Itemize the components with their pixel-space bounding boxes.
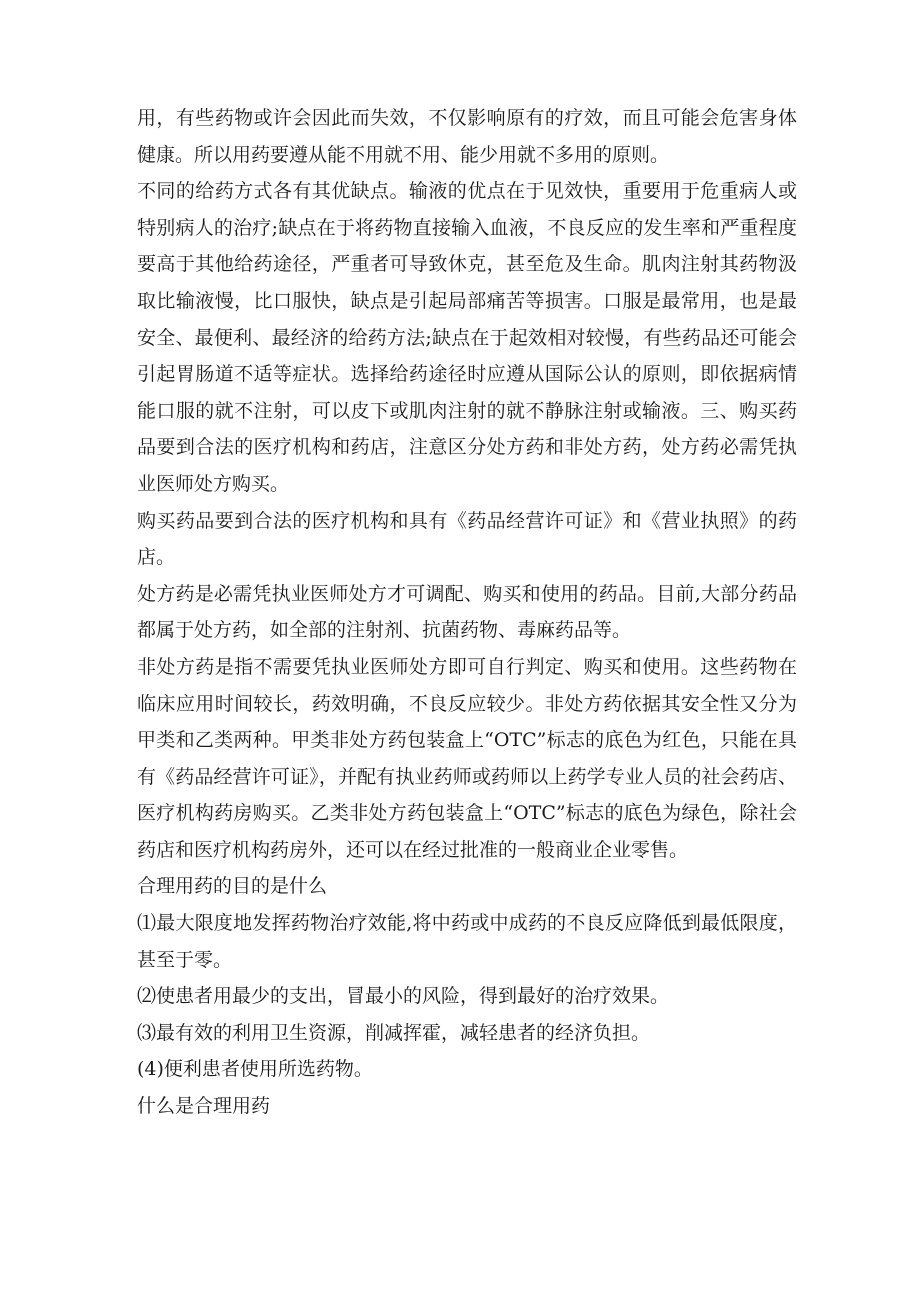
section-heading-purpose: 合理用药的目的是什么 [137,875,328,898]
list-item-4: (4)便利患者使用所选药物。 [137,1058,373,1081]
list-item-2: ⑵使患者用最少的支出，冒最小的风险，得到最好的治疗效果。 [137,985,670,1008]
paragraph-5: 非处方药是指不需要凭执业医师处方即可自行判定、购买和使用。这些药物在临床应用时间较长，药效明确，不良反应较少。非处方药依据其安全性又分为甲类和乙类两种。甲类非处方药包装盒上“OTC”标志的底色为红色，只能在具有《药品经营许可证》，并配有执业药师或药师以上药学专业人员的社会药店、医疗机构药房购买。乙类非处方药包装盒上“OTC”标志的底色为绿色，除社会药店和医疗机构药房外，还可以在经过批准的一般商业企业零售。 [137,655,797,861]
paragraph-2: 不同的给药方式各有其优缺点。输液的优点在于见效快，重要用于危重病人或特别病人的治疗;缺点在于将药物直接输入血液，不良反应的发生率和严重程度要高于其他给药途径，严重者可导致休克，甚至危及生命。肌肉注射其药物汲取比输液慢，比口服快，缺点是引起局部痛苦等损害。口服是最常用，也是最安全、最便利、最经济的给药方法;缺点在于起效相对较慢，有些药品还可能会引起胃肠道不适等症状。选择给药途径时应遵从国际公认的原则，即依据病情能口服的就不注射，可以皮下或肌肉注射的就不静脉注射或输液。三、购买药品要到合法的医疗机构和药店，注意区分处方药和非处方药，处方药必需凭执业医师处方购买。 [137,180,797,495]
document-body [137,100,797,1125]
paragraph-4: 处方药是必需凭执业医师处方才可调配、购买和使用的药品。目前,大部分药品都属于处方药，如全部的注射剂、抗菌药物、毒麻药品等。 [137,582,797,642]
list-item-1: ⑴最大限度地发挥药物治疗效能,将中药或中成药的不良反应降低到最低限度，甚至于零。 [137,912,797,971]
paragraph-1: 用，有些药物或许会因此而失效，不仅影响原有的疗效，而且可能会危害身体健康。所以用药要遵从能不用就不用、能少用就不多用的原则。 [137,107,797,166]
section-heading-definition: 什么是合理用药 [137,1095,271,1118]
list-item-3: ⑶最有效的利用卫生资源，削减挥霍，减轻患者的经济负担。 [137,1021,651,1044]
paragraph-3: 购买药品要到合法的医疗机构和具有《药品经营许可证》和《营业执照》的药店。 [137,509,797,569]
